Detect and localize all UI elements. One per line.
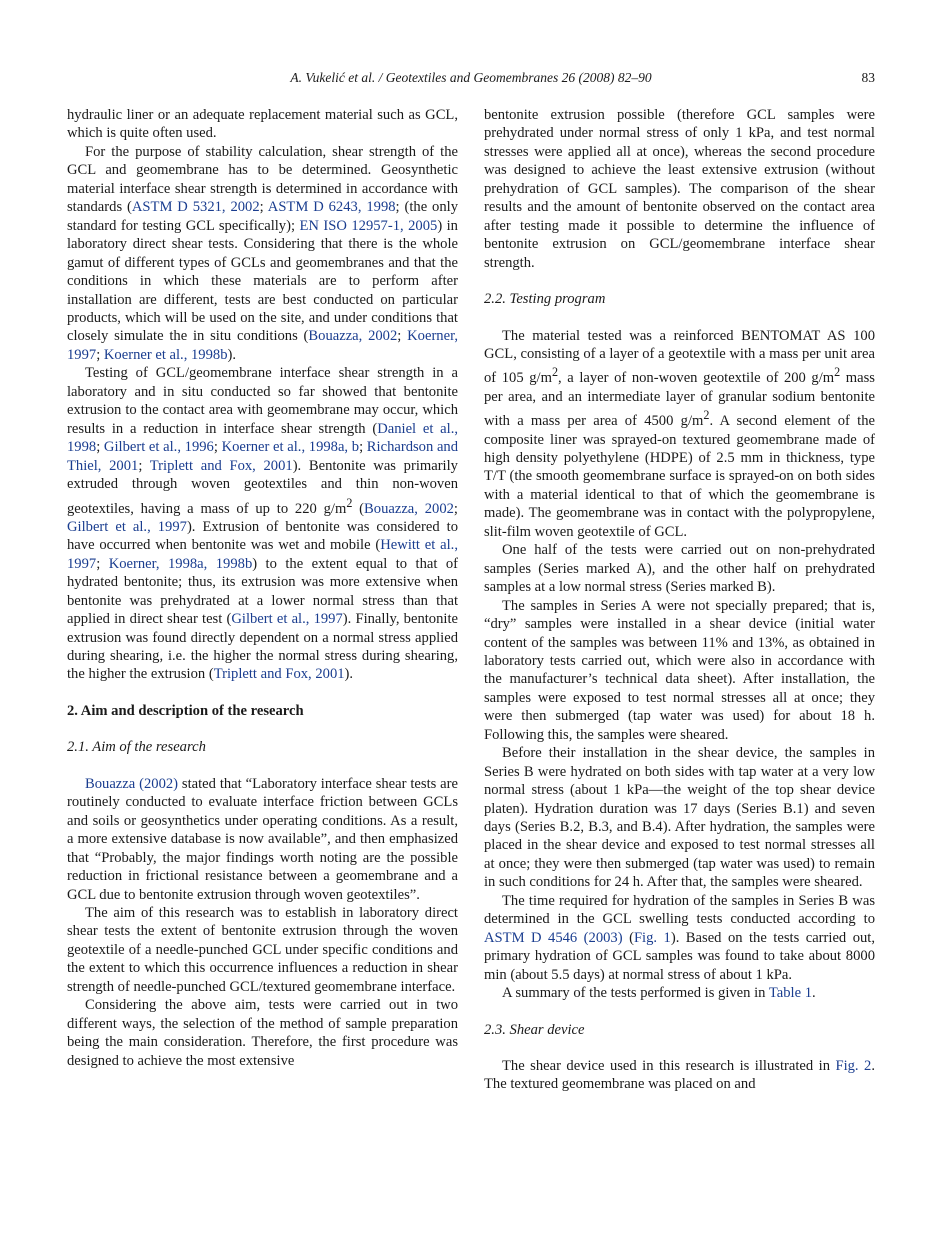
text: ; xyxy=(96,346,104,363)
text: ; xyxy=(259,199,268,216)
paragraph xyxy=(484,892,875,984)
paragraph: The aim of this research was to establish in laboratory direct shear tests the extent of bentonite extrusion through the woven geotextile of a needle-punched GCL under specific conditions and the extent to which this occurrence influences a reduction in shear strength of needle-punched GCL/textured geomembrane interface. xyxy=(67,904,458,995)
citation-link[interactable]: Bouazza (2002) xyxy=(85,775,179,792)
superscript: 2 xyxy=(703,408,710,423)
citation-link[interactable]: EN ISO 12957-1, 2005 xyxy=(299,217,438,234)
text: ). Finally, bentonite extrusion was found directly dependent on a normal stress applied during shearing, i.e. the higher the normal stress during shearing, the higher the extrusion ( xyxy=(67,611,458,683)
paragraph: Considering the above aim, tests were carried out in two different ways, the selection of the method of sample preparation being the main consideration. Therefore, the first procedure was designed to achieve the most extensive xyxy=(67,997,458,1069)
citation-link[interactable]: Koerner, 1998a, 1998b xyxy=(108,555,253,572)
paragraph xyxy=(67,364,458,684)
citation-link[interactable]: Gilbert et al., 1996 xyxy=(103,439,214,456)
text: For the purpose of stability calculation, shear strength of the GCL and geomembrane has to be determined. Geosynthetic material interface shear strength is determined in accordance with standards ( xyxy=(67,143,458,216)
section-heading: 2. Aim and description of the research xyxy=(67,702,304,719)
paragraph xyxy=(484,327,875,542)
text: mass per area, and an intermediate layer of granular sodium bentonite with a mass per area of 4500 g/m xyxy=(484,370,875,430)
text: ). xyxy=(344,666,354,683)
text: ; xyxy=(213,439,222,456)
text: ). Bentonite was primarily extruded through woven geotextiles and thin non-woven geotextiles, having a mass of up to 220 g/m xyxy=(67,457,458,517)
citation-link[interactable]: Koerner et al., 1998a, b xyxy=(221,439,360,456)
table-link[interactable]: Table 1 xyxy=(768,985,812,1002)
text: ; xyxy=(397,328,408,345)
running-title: A. Vukelić et al. / Geotextiles and Geomembranes 26 (2008) 82–90 xyxy=(290,70,652,85)
text: ; xyxy=(453,500,458,517)
text: ; (the only standard for testing GCL specifically); xyxy=(67,199,458,234)
paragraph: bentonite extrusion possible (therefore GCL samples were prehydrated under normal stress of only 1 kPa, and test normal stresses were applied all at once), whereas the second procedure was designed to achieve the least extensive extrusion (without prehydration of GCL samples). The comparison of the shear results and the amount of bentonite observed on the contact area after testing made it possible to determine the influence of bentonite extrusion on GCL/geomembrane interface shear strength. xyxy=(484,107,875,271)
citation-link[interactable]: Triplett and Fox, 2001 xyxy=(149,457,293,474)
text: ; xyxy=(359,439,367,456)
text: Testing of GCL/geomembrane interface shear strength in a laboratory and in situ conducted so far showed that bentonite extrusion to the contact area with geomembrane may occur, which results in a reduction in interface shear strength ( xyxy=(67,365,458,437)
subsection-heading: 2.3. Shear device xyxy=(484,1021,585,1038)
citation-link[interactable]: Gilbert et al., 1997 xyxy=(67,518,187,535)
subsection-heading: 2.1. Aim of the research xyxy=(67,739,206,756)
subsection-heading: 2.2. Testing program xyxy=(484,291,606,308)
paragraph xyxy=(484,984,875,1002)
paragraph xyxy=(484,1057,875,1094)
text: ; xyxy=(96,555,109,572)
text: The time required for hydration of the samples in Series B was determined in the GCL swelling tests conducted according to xyxy=(484,892,875,928)
text: . A second element of the composite liner was sprayed-on textured geomembrane made of high density polyethylene (HDPE) of 2.5 mm in thickness, type T/T (the smooth geomembrane surface is sprayed-on on both sides with a material identical to that of which the geomembrane is made). The geomembrane was in contact with the polypropylene, slit-film woven geotextile of GCL. xyxy=(484,413,875,540)
citation-link[interactable]: Hewitt et al., 1997 xyxy=(67,537,458,572)
citation-link[interactable]: Bouazza, 2002 xyxy=(308,328,398,345)
superscript: 2 xyxy=(346,495,353,510)
text: . The textured geomembrane was placed on and xyxy=(484,1058,875,1093)
paragraph: Before their installation in the shear device, the samples in Series B were hydrated on both sides with tap water at a very low normal stress (about 1 kPa—the weight of the top shear device platen). Hydration duration was 17 days (Series B.1) and seven days (Series B.2, B.3, and B.4). After hydration, the samples were placed in the shear device and exposed to test normal stresses all at once; they were then submerged (tap water was used) to remain in such conditions for 24 h. After that, the samples were sheared. xyxy=(484,745,875,891)
citation-link[interactable]: Daniel et al., 1998 xyxy=(67,420,458,456)
text: ). Based on the tests carried out, primary hydration of GCL samples was found to take about 8000 min (about 5.5 days) at normal stress of about 1 kPa. xyxy=(484,929,875,983)
page-number: 83 xyxy=(861,70,875,85)
citation-link[interactable]: Richardson and Thiel, 2001 xyxy=(67,439,459,474)
citation-link[interactable]: Triplett and Fox, 2001 xyxy=(213,666,345,683)
paragraph xyxy=(67,775,458,904)
running-header xyxy=(67,70,875,90)
citation-link[interactable]: Bouazza, 2002 xyxy=(364,500,454,517)
paragraph: One half of the tests were carried out on non-prehydrated samples (Series marked A), and the other half on prehydrated samples at a low normal stress (Series marked B). xyxy=(484,542,875,596)
text: ( xyxy=(622,929,634,946)
text: ; xyxy=(96,439,104,456)
figure-link[interactable]: Fig. 1 xyxy=(633,929,671,946)
superscript: 2 xyxy=(834,365,841,380)
text: ). Extrusion of bentonite was considered to have occurred when bentonite was wet and mobile ( xyxy=(67,518,458,554)
citation-link[interactable]: ASTM D 6243, 1998 xyxy=(267,199,396,216)
figure-link[interactable]: Fig. 2 xyxy=(835,1058,872,1075)
superscript: 2 xyxy=(551,365,559,380)
citation-link[interactable]: Gilbert et al., 1997 xyxy=(231,611,343,628)
text: ; xyxy=(138,457,150,474)
paragraph: hydraulic liner or an adequate replacement material such as GCL, which is quite often used. xyxy=(67,107,458,142)
text: ) to the extent equal to that of hydrated bentonite; thus, its extrusion was more extensive when bentonite was prehydrated at a lower normal stress than that applied in direct shear test ( xyxy=(67,555,459,628)
paragraph xyxy=(67,143,458,364)
text: The material tested was a reinforced BENTOMAT AS 100 GCL, consisting of a layer of a geotextile with a mass per unit area of 105 g/m xyxy=(484,327,875,387)
paragraph: The samples in Series A were not specially prepared; that is, “dry” samples were installed in a shear device (initial water content of the samples was between 11% and 13%, as obtained in laboratory tests carried out, which were also in accordance with the manufacturer’s technical data sheet). After installation, the samples were exposed to test normal stresses all at once; they were then submerged (tap water was used) for about 18 h. Following this, the samples were sheared. xyxy=(484,597,875,743)
citation-link[interactable]: Koerner et al., 1998b xyxy=(103,346,228,363)
right-column xyxy=(484,106,875,1094)
citation-link[interactable]: Koerner, 1997 xyxy=(67,328,458,363)
text: . xyxy=(812,985,816,1002)
left-column xyxy=(67,106,458,1070)
text: The shear device used in this research is illustrated in xyxy=(502,1058,836,1075)
text: A summary of the tests performed is given in xyxy=(502,985,769,1002)
text: ). xyxy=(227,346,237,363)
citation-link[interactable]: ASTM D 5321, 2002 xyxy=(131,199,260,216)
text: , a layer of non-woven geotextile of 200 g/m xyxy=(558,370,835,387)
text: ( xyxy=(352,500,365,517)
text: ) in laboratory direct shear tests. Considering that there is the whole gamut of different types of GCLs and geomembranes and that the conditions in which these materials are to perform after installation are different, tests are best conducted on particular products, which will be used on the site, and under conditions that closely simulate the in situ conditions ( xyxy=(67,217,458,345)
citation-link[interactable]: ASTM D 4546 (2003) xyxy=(484,929,623,946)
text: stated that “Laboratory interface shear tests are routinely conducted to evaluate interface friction between GCLs and soils or geosynthetics under operating conditions. As a result, a more extensive database is now available”, and then emphasized that “Probably, the major findings worth noting are the possible reduction in frictional resistance between a geomembrane and a GCL due to bentonite extrusion through woven geotextiles”. xyxy=(67,775,459,903)
